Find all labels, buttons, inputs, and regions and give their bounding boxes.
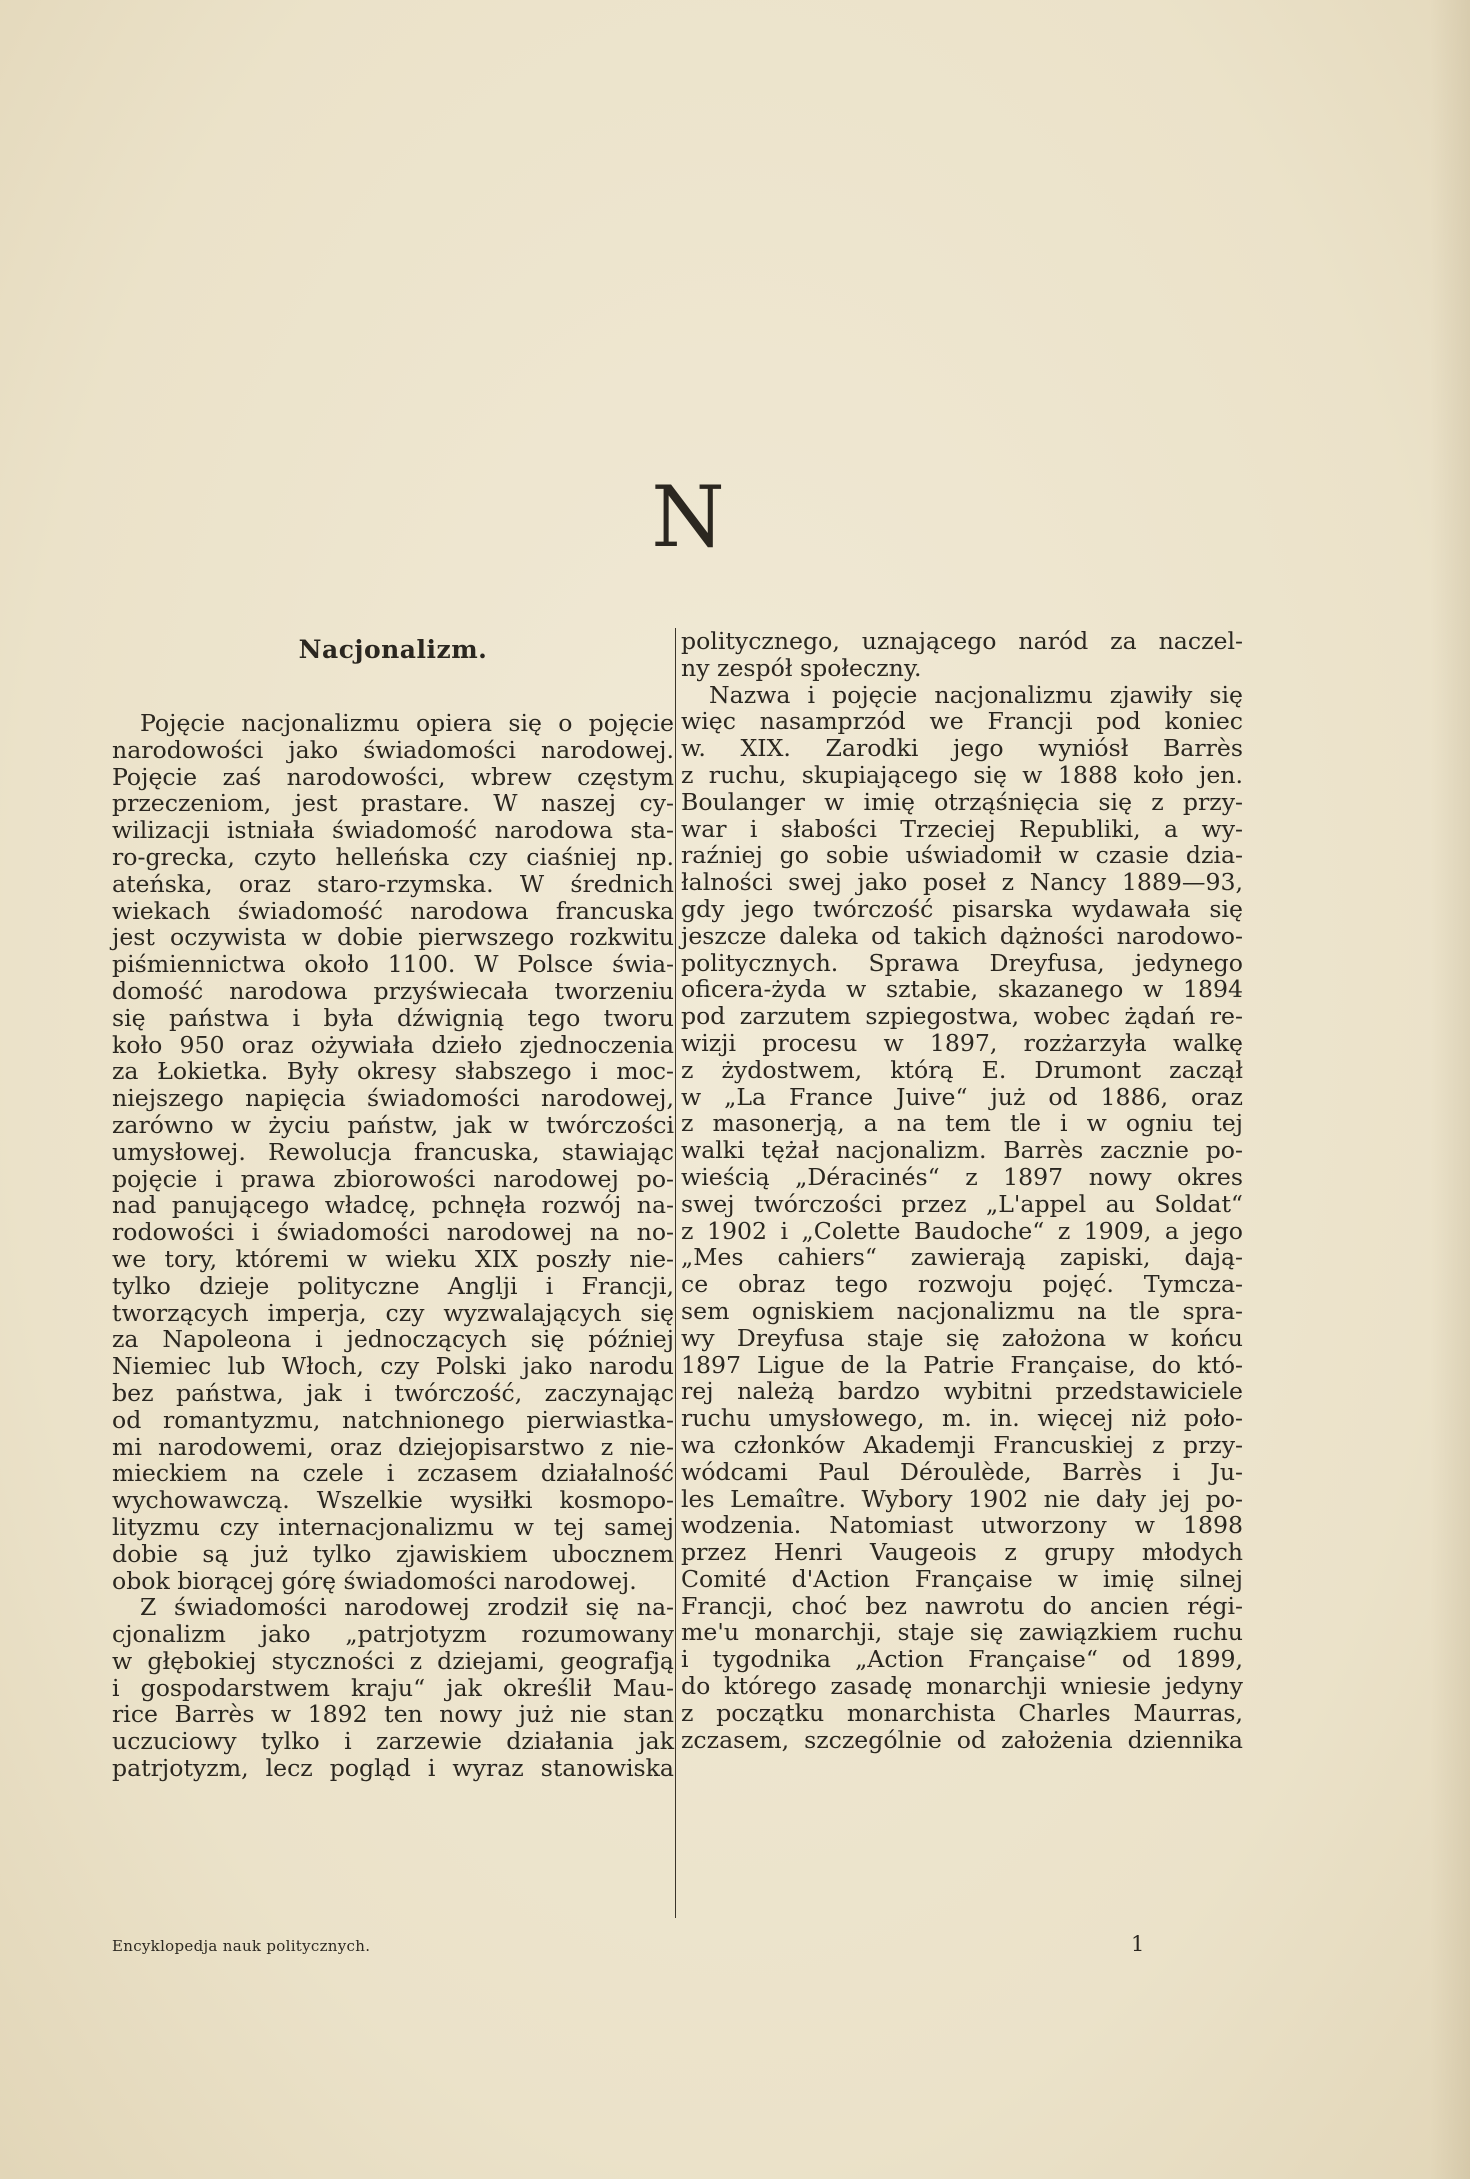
text-line: pod zarzutem szpiegostwa, wobec żądań re- [681, 1002, 1243, 1031]
text-line: uczuciowy tylko i zarzewie działania jak [112, 1727, 674, 1756]
text-line: zczasem, szczególnie od założenia dziennika [681, 1725, 1243, 1754]
text-line: w głębokiej styczności z dziejami, geografją [112, 1646, 674, 1675]
text-line: przez Henri Vaugeois z grupy młodych [681, 1538, 1243, 1567]
text-line: lityzmu czy internacjonalizmu w tej samej [112, 1512, 674, 1541]
text-line: ro-grecka, czyto helleńska czy ciaśniej np. [112, 842, 674, 871]
text-line: sem ogniskiem nacjonalizmu na tle spra- [681, 1296, 1243, 1325]
text-line: domość narodowa przyświecała tworzeniu [112, 976, 674, 1005]
text-line: za Napoleona i jednoczących się później [112, 1325, 674, 1354]
text-line: z ruchu, skupiającego się w 1888 koło jen. [681, 760, 1243, 789]
text-line: raźniej go sobie uświadomił w czasie dzia- [681, 841, 1243, 870]
text-line: Z świadomości narodowej zrodził się na- [140, 1593, 674, 1622]
text-line: rice Barrès w 1892 ten nowy już nie stan [112, 1700, 674, 1729]
left-column-text [112, 710, 674, 1782]
text-line: Boulanger w imię otrząśnięcia się z przy- [681, 787, 1243, 816]
text-line: mi narodowemi, oraz dziejopisarstwo z nie- [112, 1432, 674, 1461]
right-column [681, 628, 1243, 1753]
text-line: ny zespół społeczny. [681, 653, 922, 682]
text-line: wychowawczą. Wszelkie wysiłki kosmopo- [112, 1486, 674, 1515]
text-line: walki tężał nacjonalizm. Barrès zacznie po- [681, 1136, 1243, 1165]
column-divider [675, 628, 676, 1918]
text-line: Niemiec lub Włoch, czy Polski jako narodu [112, 1352, 674, 1381]
text-line: Pojęcie nacjonalizmu opiera się o pojęcie [140, 709, 674, 737]
page-edge-shadow [1430, 0, 1470, 2179]
text-line: więc nasamprzód we Francji pod koniec [681, 707, 1243, 736]
text-line: za Łokietka. Były okresy słabszego i moc- [112, 1057, 674, 1086]
text-line: jeszcze daleka od takich dążności narodowo- [681, 921, 1243, 950]
text-line: rej należą bardzo wybitni przedstawiciele [681, 1377, 1243, 1406]
text-line: cjonalizm jako „patrjotyzm rozumowany [112, 1620, 674, 1649]
text-line: zarówno w życiu państw, jak w twórczości [112, 1110, 674, 1139]
text-line: narodowości jako świadomości narodowej. [112, 735, 674, 764]
text-line: wodzenia. Natomiast utworzony w 1898 [681, 1511, 1243, 1540]
text-line: tworzących imperja, czy wyzwalających się [112, 1298, 674, 1327]
text-line: we tory, któremi w wieku XIX poszły nie- [112, 1244, 674, 1273]
text-line: z początku monarchista Charles Maurras, [681, 1698, 1243, 1727]
text-line: oficera-żyda w sztabie, skazanego w 1894 [681, 975, 1243, 1004]
text-line: pojęcie i prawa zbiorowości narodowej po- [112, 1164, 674, 1193]
text-line: ruchu umysłowego, m. in. więcej niż poło- [681, 1404, 1243, 1433]
text-line: piśmiennictwa około 1100. W Polsce świa- [112, 950, 674, 979]
text-line: koło 950 oraz ożywiała dzieło zjednoczenia [112, 1030, 674, 1059]
text-line: i gospodarstwem kraju“ jak określił Mau- [112, 1673, 674, 1702]
article-title: Nacjonalizm. [298, 635, 488, 664]
text-line: ce obraz tego rozwoju pojęć. Tymcza- [681, 1270, 1243, 1299]
text-line: obok biorącej górę świadomości narodowej. [112, 1566, 637, 1595]
left-column [112, 628, 674, 1782]
text-line: swej twórczości przez „L'appel au Soldat“ [681, 1189, 1243, 1218]
text-line: gdy jego twórczość pisarska wydawała się [681, 894, 1243, 923]
text-line: wilizacji istniała świadomość narodowa sta- [112, 816, 674, 845]
text-line: się państwa i była dźwignią tego tworu [112, 1003, 674, 1032]
text-line: wódcami Paul Déroulède, Barrès i Ju- [681, 1457, 1243, 1486]
text-line: war i słabości Trzeciej Republiki, a wy- [681, 814, 1243, 843]
text-line: tylko dzieje polityczne Anglji i Francji, [112, 1271, 674, 1300]
text-line: politycznych. Sprawa Dreyfusa, jedynego [681, 948, 1243, 977]
text-line: w. XIX. Zarodki jego wyniósł Barrès [681, 734, 1243, 763]
right-column-text [681, 628, 1243, 1753]
text-line: z żydostwem, którą E. Drumont zaczął [681, 1055, 1243, 1084]
text-line: wizji procesu w 1897, rozżarzyła walkę [681, 1028, 1243, 1057]
text-line: Francji, choć bez nawrotu do ancien régi- [681, 1591, 1243, 1620]
text-line: i tygodnika „Action Française“ od 1899, [681, 1645, 1243, 1674]
section-letter: N [651, 468, 725, 566]
text-line: dobie są już tylko zjawiskiem ubocznem [112, 1539, 674, 1568]
text-line: z masonerją, a na tem tle i w ogniu tej [681, 1109, 1243, 1138]
page-number: 1 [1131, 1932, 1145, 1956]
text-line: me'u monarchji, staje się zawiązkiem ruchu [681, 1618, 1243, 1647]
text-line: przeczeniom, jest prastare. W naszej cy- [112, 789, 674, 818]
text-line: 1897 Ligue de la Patrie Française, do któ- [681, 1350, 1243, 1379]
text-line: bez państwa, jak i twórczość, zaczynając [112, 1378, 674, 1407]
text-line: patrjotyzm, lecz pogląd i wyraz stanowiska [112, 1754, 674, 1783]
text-line: Nazwa i pojęcie nacjonalizmu zjawiły się [709, 680, 1243, 709]
text-line: jest oczywista w dobie pierwszego rozkwitu [112, 923, 674, 952]
text-line: umysłowej. Rewolucja francuska, stawiając [112, 1137, 674, 1166]
text-line: łalności swej jako poseł z Nancy 1889—93, [681, 868, 1243, 897]
text-line: od romantyzmu, natchnionego pierwiastka- [112, 1405, 674, 1434]
text-line: Pojęcie zaś narodowości, wbrew częstym [112, 762, 674, 791]
text-line: les Lemaître. Wybory 1902 nie dały jej po- [681, 1484, 1243, 1513]
footer-publication: Encyklopedja nauk politycznych. [112, 1937, 371, 1955]
text-line: rodowości i świadomości narodowej na no- [112, 1218, 674, 1247]
text-line: do którego zasadę monarchji wniesie jedyny [681, 1672, 1243, 1701]
text-line: ateńska, oraz staro-rzymska. W średnich [112, 869, 674, 898]
text-line: mieckiem na czele i zczasem działalność [112, 1459, 674, 1488]
text-line: politycznego, uznającego naród za naczel- [681, 627, 1243, 655]
text-line: w „La France Juive“ już od 1886, oraz [681, 1082, 1243, 1111]
text-line: niejszego napięcia świadomości narodowej, [112, 1084, 674, 1113]
text-line: Comité d'Action Française w imię silnej [681, 1564, 1243, 1593]
text-line: z 1902 i „Colette Baudoche“ z 1909, a jego [681, 1216, 1243, 1245]
text-line: wieścią „Déracinés“ z 1897 nowy okres [681, 1162, 1243, 1191]
text-line: „Mes cahiers“ zawierają zapiski, dają- [681, 1243, 1243, 1272]
text-line: wy Dreyfusa staje się założona w końcu [681, 1323, 1243, 1352]
text-line: wiekach świadomość narodowa francuska [112, 896, 674, 925]
text-line: nad panującego władcę, pchnęła rozwój na- [112, 1191, 674, 1220]
text-line: wa członków Akademji Francuskiej z przy- [681, 1430, 1243, 1459]
